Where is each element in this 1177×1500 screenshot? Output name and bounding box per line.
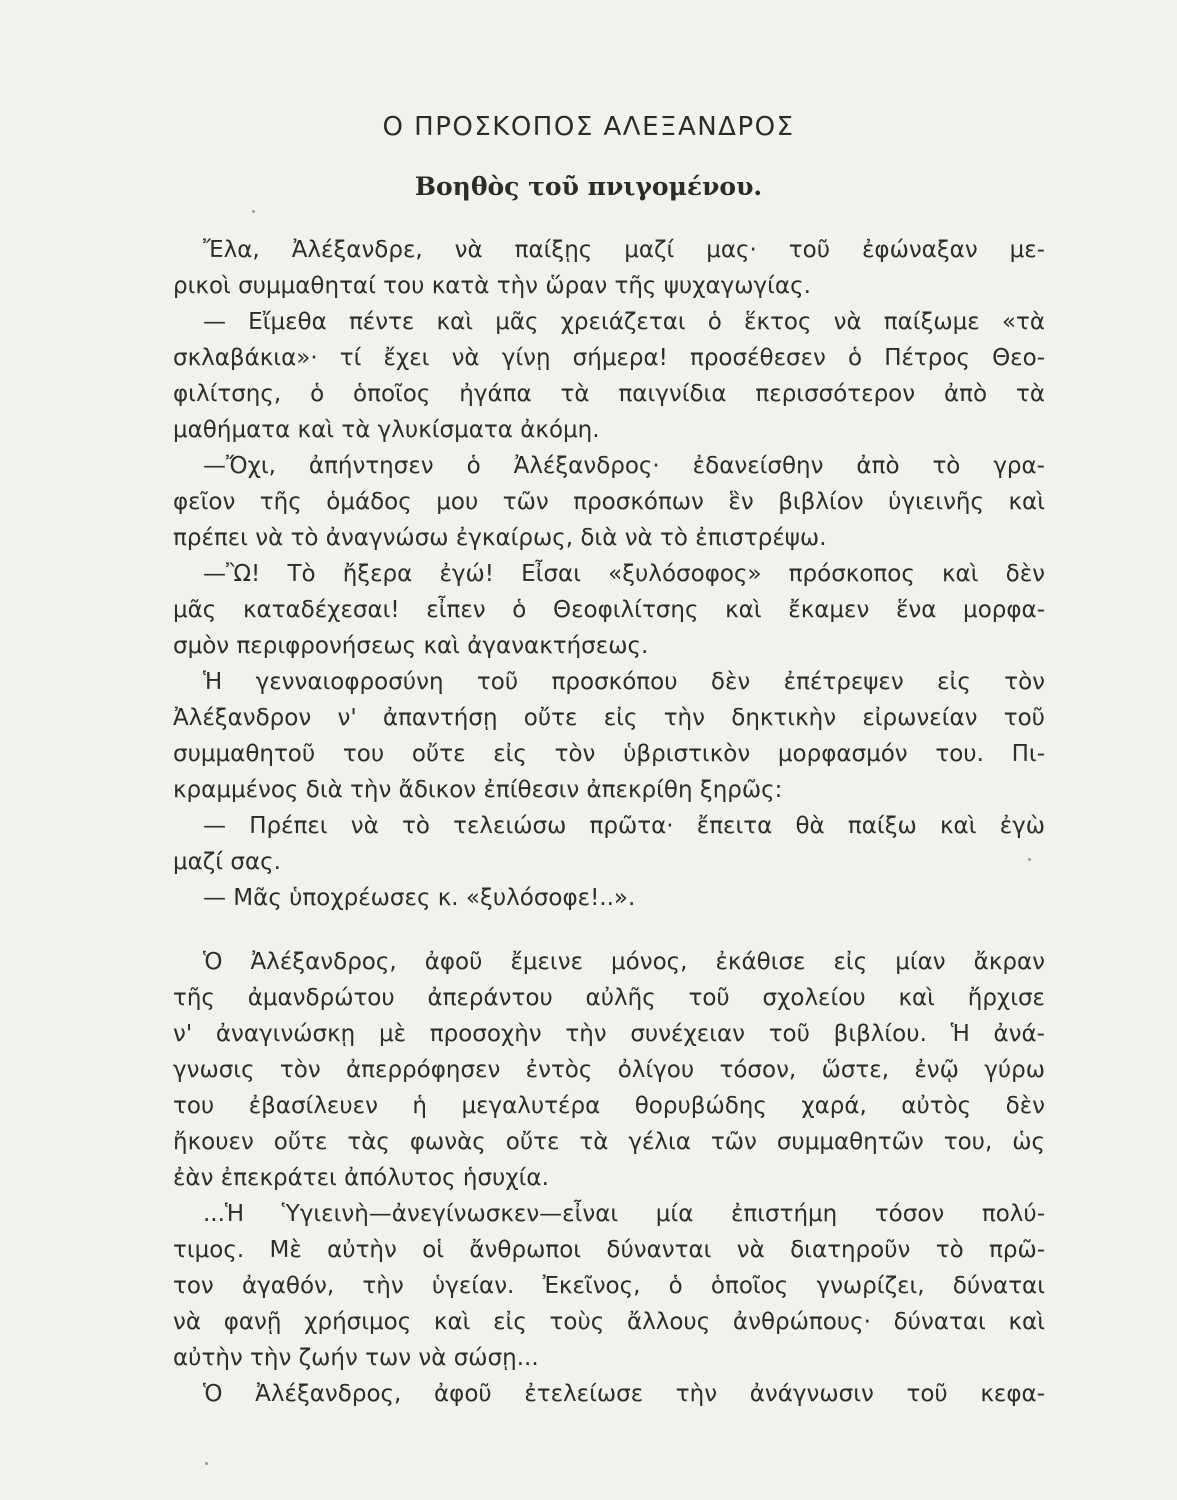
section-subtitle: Βοηθὸς τοῦ πνιγομένου. [414, 172, 763, 201]
text-line: μᾶς καταδέχεσαι! εἶπεν ὁ Θεοφιλίτσης καὶ ἔκαμεν ἕνα μορφα- [173, 597, 1045, 623]
paper-speck [252, 210, 255, 213]
text-line: ...Ἡ Ὑγιεινὴ—ἀνεγίνωσκεν—εἶναι μία ἐπιστήμη τόσον πολύ- [203, 1201, 1045, 1227]
text-line: μαθήματα καὶ τὰ γλυκίσματα ἀκόμη. [173, 417, 600, 443]
paper-speck [205, 1462, 208, 1465]
text-line: φιλίτσης, ὁ ὁποῖος ἠγάπα τὰ παιγνίδια περισσότερον ἀπὸ τὰ [173, 381, 1045, 407]
text-line: — Εἴμεθα πέντε καὶ μᾶς χρειάζεται ὁ ἕκτος νὰ παίξωμε «τὰ [203, 309, 1045, 335]
text-line: πρέπει νὰ τὸ ἀναγνώσω ἐγκαίρως, διὰ νὰ τὸ ἐπιστρέψω. [173, 525, 827, 551]
text-line: Ὁ Ἀλέξανδρος, ἀφοῦ ἐτελείωσε τὴν ἀνάγνωσιν τοῦ κεφα- [203, 1381, 1045, 1407]
text-line: κραμμένος διὰ τὴν ἄδικον ἐπίθεσιν ἀπεκρίθη ξηρῶς: [173, 777, 783, 803]
text-line: Ἔλα, Ἀλέξανδρε, νὰ παίξῃς μαζί μας· τοῦ ἐφώναξαν με- [203, 237, 1045, 263]
text-line: Ὁ Ἀλέξανδρος, ἀφοῦ ἔμεινε μόνος, ἐκάθισε εἰς μίαν ἄκραν [203, 949, 1045, 975]
text-line: — Πρέπει νὰ τὸ τελειώσω πρῶτα· ἔπειτα θὰ παίξω καὶ ἐγὼ [203, 813, 1045, 839]
text-line: συμμαθητοῦ του οὔτε εἰς τὸν ὑβριστικὸν μορφασμόν του. Πι- [173, 741, 1045, 767]
text-line: ν' ἀναγινώσκῃ μὲ προσοχὴν τὴν συνέχειαν τοῦ βιβλίου. Ἡ ἀνά- [173, 1021, 1045, 1047]
text-line: τῆς ἀμανδρώτου ἀπεράντου αὐλῆς τοῦ σχολείου καὶ ἤρχισε [173, 985, 1045, 1011]
text-line: γνωσις τὸν ἀπερρόφησεν ἐντὸς ὀλίγου τόσον, ὥστε, ἐνῷ γύρω [173, 1057, 1045, 1083]
text-line: Ἡ γενναιοφροσύνη τοῦ προσκόπου δὲν ἐπέτρεψεν εἰς τὸν [203, 669, 1045, 695]
text-line: νὰ φανῇ χρήσιμος καὶ εἰς τοὺς ἄλλους ἀνθρώπους· δύναται καὶ [173, 1309, 1045, 1335]
text-line: ἐὰν ἐπεκράτει ἀπόλυτος ἡσυχία. [173, 1165, 549, 1191]
text-line: τον ἀγαθόν, τὴν ὑγείαν. Ἐκεῖνος, ὁ ὁποῖος γνωρίζει, δύναται [173, 1273, 1045, 1299]
text-line: μαζί σας. [173, 849, 281, 875]
text-line: σμὸν περιφρονήσεως καὶ ἀγανακτήσεως. [173, 633, 649, 659]
text-line: αὐτὴν τὴν ζωήν των νὰ σώσῃ... [173, 1345, 539, 1371]
text-line: ἤκουεν οὔτε τὰς φωνὰς οὔτε τὰ γέλια τῶν συμμαθητῶν του, ὡς [173, 1129, 1045, 1155]
text-line: — Μᾶς ὑποχρέωσες κ. «ξυλόσοφε!..». [203, 885, 636, 911]
text-line: σκλαβάκια»· τί ἔχει νὰ γίνῃ σήμερα! προσέθεσεν ὁ Πέτρος Θεο- [173, 345, 1045, 371]
paper-speck [1028, 858, 1031, 861]
text-line: —Ὢ! Τὸ ἤξερα ἐγώ! Εἶσαι «ξυλόσοφος» πρόσκοπος καὶ δὲν [203, 561, 1045, 587]
text-line: τιμος. Μὲ αὐτὴν οἱ ἄνθρωποι δύνανται νὰ διατηροῦν τὸ πρῶ- [173, 1237, 1045, 1263]
text-line: φεῖον τῆς ὁμάδος μου τῶν προσκόπων ἓν βιβλίον ὑγιεινῆς καὶ [173, 489, 1045, 515]
text-line: ρικοὶ συμμαθηταί του κατὰ τὴν ὥραν τῆς ψυχαγωγίας. [173, 273, 811, 299]
text-line: Ἀλέξανδρον ν' ἀπαντήσῃ οὔτε εἰς τὴν δηκτικὴν εἰρωνείαν τοῦ [173, 705, 1045, 731]
text-line: —Ὄχι, ἀπήντησεν ὁ Ἀλέξανδρος· ἐδανείσθην ἀπὸ τὸ γρα- [203, 453, 1045, 479]
chapter-title: Ο ΠΡΟΣΚΟΠΟΣ ΑΛΕΞΑΝΔΡΟΣ [382, 112, 795, 142]
text-line: του ἐβασίλευεν ἡ μεγαλυτέρα θορυβώδης χαρά, αὐτὸς δὲν [173, 1093, 1045, 1119]
